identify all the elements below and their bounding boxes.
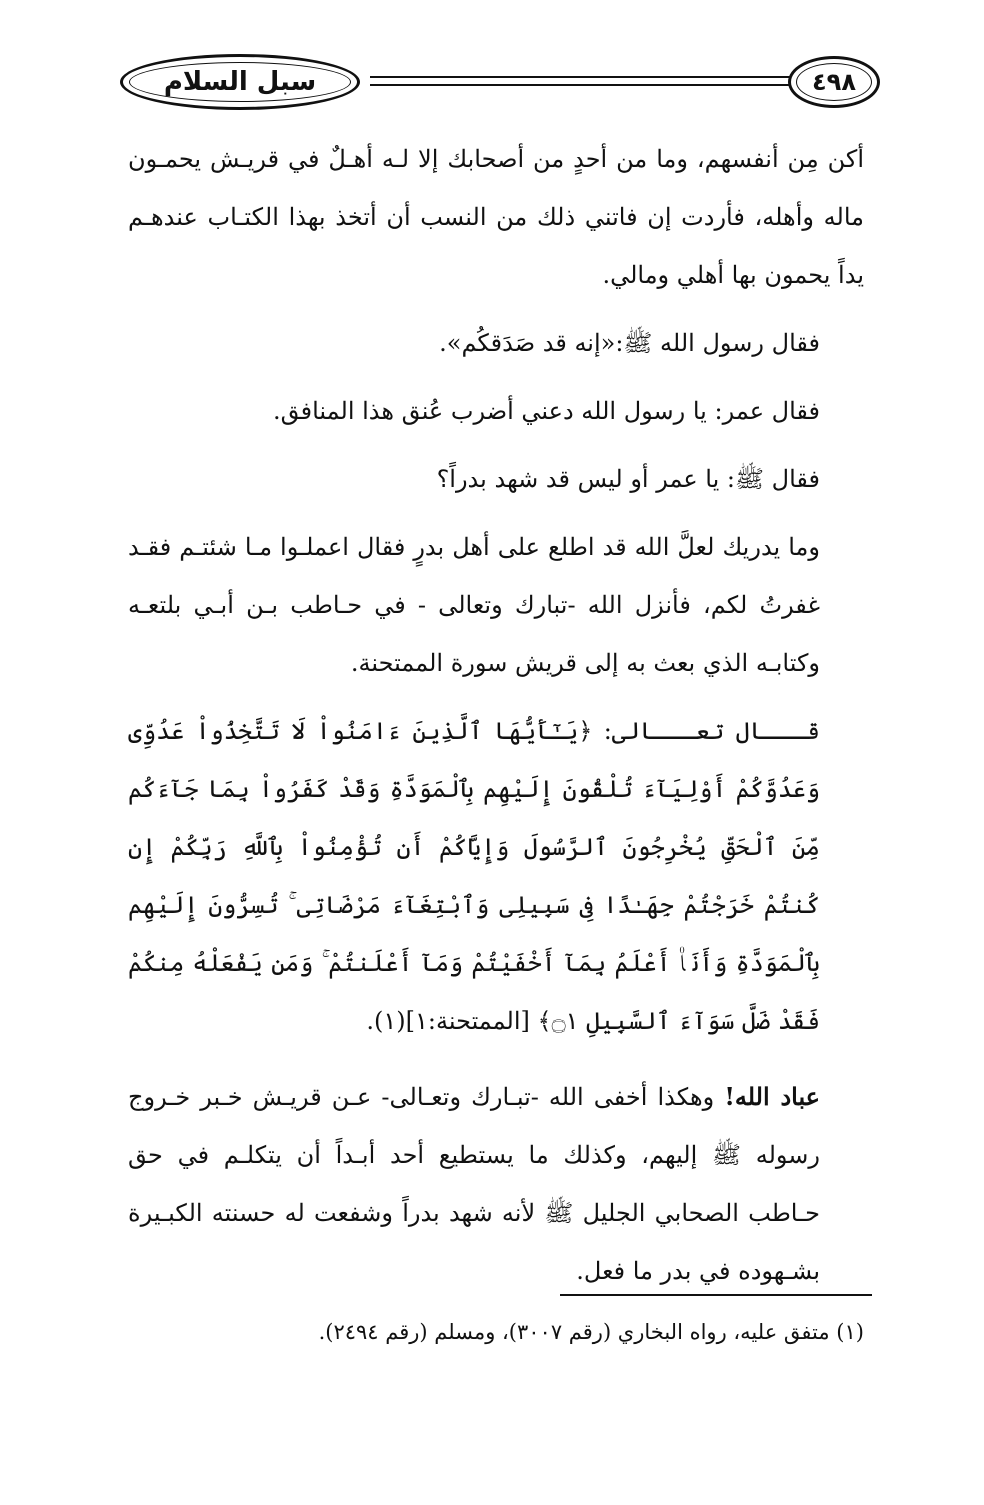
header-rule-bottom <box>370 84 790 86</box>
paragraph-3: فقال عمر: يا رسول الله دعني أضرب عُنق هذا المنافق. <box>272 397 820 425</box>
book-title-frame <box>120 54 360 110</box>
page-number-frame <box>788 56 880 108</box>
closing-paragraph <box>128 1068 864 1300</box>
header-rule-top <box>370 76 790 78</box>
page-header <box>120 40 880 130</box>
book-title: سبل السلام <box>163 67 317 97</box>
paragraph-4: فقال ﷺ: يا عمر أو ليس قد شهد بدراً؟ <box>436 465 820 493</box>
quran-verse: قـــال تعـــالى: ﴿يَـٰٓأَيُّهَا ٱلَّذِينَ ءَامَنُواْ لَا تَتَّخِذُواْ عَدُوِّى وَعَدُوَّكُمْ أَوْلِيَآءَ تُلْقُونَ إِلَيْهِم بِٱلْمَوَدَّةِ وَقَدْ كَفَرُواْ بِمَا جَآءَكُم مِّنَ ٱلْحَقِّ يُخْرِجُونَ ٱلرَّسُولَ وَإِيَّاكُمْ أَن تُؤْمِنُواْ بِٱللَّهِ رَبِّكُمْ إِن كُنتُمْ خَرَجْتُمْ جِهَـٰدًا فِى سَبِيلِى وَٱبْتِغَآءَ مَرْضَاتِى ۚ تُسِرُّونَ إِلَيْهِم بِٱلْمَوَدَّةِ وَأَنَا۠ أَعْلَمُ بِمَآ أَخْفَيْتُمْ وَمَآ أَعْلَنتُمْ ۚ وَمَن يَفْعَلْهُ مِنكُمْ فَقَدْ ضَلَّ سَوَآءَ ٱلسَّبِيلِ ۝١﴾ [الممتحنة:١](١). <box>128 717 821 1035</box>
paragraph-2: فقال رسول الله ﷺ:«إنه قد صَدَقكُم». <box>439 329 820 357</box>
footnote-separator <box>560 1294 872 1296</box>
paragraph-1: أكن مِن أنفسهم، وما من أحدٍ من أصحابك إلا لـه أهـلٌ في قريـش يحمـون ماله وأهله، فأردت إن فاتني ذلك من النسب أن أتخذ بهذا الكتـاب عندهـم يداً يحمون بها أهلي ومالي. <box>128 145 864 289</box>
closing-lead: عباد الله! <box>724 1082 821 1111</box>
main-text <box>128 130 864 1310</box>
paragraph-5: وما يدريك لعلَّ الله قد اطلع على أهل بدرٍ فقال اعملـوا مـا شئتـم فقـد غفرتُ لكم، فأنزل الله -تبارك وتعالى - في حـاطب بـن أبـي بلتعـه وكتابـه الذي بعث به إلى قريش سورة الممتحنة. <box>128 533 820 677</box>
page-number: ٤٩٨ <box>812 68 856 96</box>
closing-text: وهكذا أخفى الله -تبـارك وتعـالى- عـن قريـش خـبر خـروج رسوله ﷺ إليهم، وكذلك ما يستطيع أحد أبـداً أن يتكلـم في حق حـاطب الصحابي الجليل ﷺ لأنه شهد بدراً وشفعت له حسنته الكبـيرة بشـهوده في بدر ما فعل. <box>128 1083 820 1285</box>
footnote: (١) متفق عليه، رواه البخاري (رقم ٣٠٠٧)، ومسلم (رقم ٢٤٩٤). <box>318 1320 864 1344</box>
